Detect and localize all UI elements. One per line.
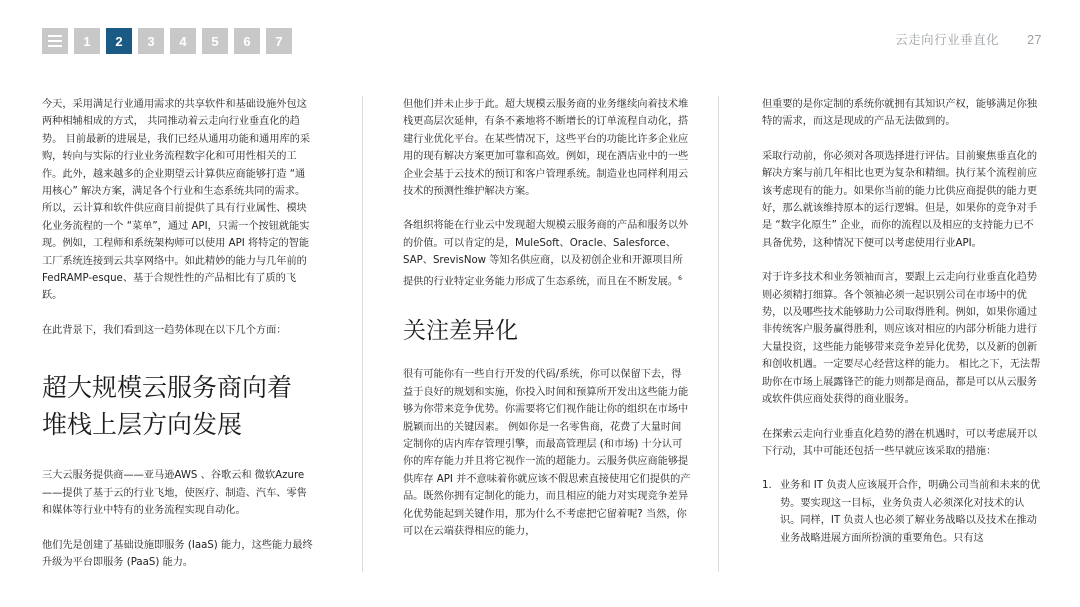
running-header-title: 云走向行业垂直化 xyxy=(895,33,1000,47)
paragraph: 三大云服务提供商——亚马逊AWS 、谷歌云和 微软Azure——提供了基于云的行业飞地，使医疗、制造、汽车、零售和媒体等行业中特有的业务流程实现自动化。 xyxy=(42,470,307,517)
page-link-5[interactable]: 5 xyxy=(202,28,228,54)
list-item xyxy=(762,477,1042,547)
paragraph: 在此背景下，我们看到这一趋势体现在以下几个方面： xyxy=(42,324,287,336)
column-divider xyxy=(718,96,719,572)
column-2 xyxy=(403,96,691,558)
page-link-1[interactable]: 1 xyxy=(74,28,100,54)
running-header xyxy=(895,30,1042,48)
list-text: 业务和 IT 负责人应该展开合作，明确公司当前和未来的优势。要实现这一目标，业务负责人必须深化对技术的认识。同样，IT 负责人也必须了解业务战略以及技术在推动业务战略进展方面所扮演的重要角色。只有这 xyxy=(780,480,1041,544)
section-heading-differentiation: 关注差异化 xyxy=(403,318,518,345)
paragraph: 今天，采用满足行业通用需求的共享软件和基础设施外包这两种相辅相成的方式， 共同推动着云走向行业垂直化的趋势。 目前最新的进展是，我们已经从通用功能和通用库的采购，转向与实际的行业业务流程数字化和可用性相关的工作。此外，越来越多的企业期望云计算供应商能够打造 “通用核心” 解决方案，满足各个行业和生态系统共同的需求。所以，云计算和软件供应商目前提供了具有行业属性、模块化业务流程的一个 “菜单”，通过 API，只需一个按钮就能实现。例如，工程师和系统架构师可以使用 API 将特定的智能工厂系统连接到云共享网络中。如此精妙的能力与几年前的FedRAMP-esque、基于合规性性的产品相比有了质的飞跃。 xyxy=(42,99,311,302)
page-link-4[interactable]: 4 xyxy=(170,28,196,54)
section-heading-hyperscalers: 超大规模云服务商向着堆栈上层方向发展 xyxy=(42,373,293,440)
column-3 xyxy=(762,96,1042,547)
paragraph: 在探索云走向行业垂直化趋势的潜在机遇时，可以考虑展开以下行动，其中可能还包括一些早就应该采取的措施： xyxy=(762,428,1038,457)
paragraph xyxy=(403,217,691,290)
paragraph: 对于许多技术和业务领袖而言，要跟上云走向行业垂直化趋势则必须精打细算。各个领袖必须一起识别公司在市场中的优势，以及哪些技术能够助力公司取得胜利。例如，如果你通过非传统客户服务赢得胜利，则应该对相应的内部分析能力进行大量投资，这些能力能够带来竞争差异化优势，以及新的创新和创收机遇。一定要尽心经营这样的能力。 相比之下，无法帮助你在市场上展露锋芒的能力则都是商品，都是可以从云服务或软件供应商处获得的商业服务。 xyxy=(762,272,1041,406)
page-link-2-active[interactable]: 2 xyxy=(106,28,132,54)
list-number: 1. xyxy=(762,480,772,492)
paragraph: 很有可能你有一些自行开发的代码/系统，你可以保留下去，得益于良好的规划和实施，你投入时间和预算所开发出这些能力能够为你带来竞争优势。你需要将它们视作能让你的组织在市场中脱颖而出的关键因素。 例如你是一名零售商，花费了大量时间定制你的店内库存管理引擎，而最高管理层 (和市场) 十分认可你的库存能力并且将它视作一流的超能力。云服务供应商能够提供库存 API 并不意味着你就应该不假思索直接使用它们提供的产品。既然你拥有定制化的能力，而且相应的能力对实现竞争差异化优势能起到关键作用，那为什么不考虑把它留着呢? 当然，你可以在云端获得相应的能力， xyxy=(403,369,691,538)
paragraph: 但他们并未止步于此。超大规模云服务商的业务继续向着技术堆栈更高层次延伸，有条不紊地将不断增长的订单流程自动化，搭建行业优化平台。在某些情况下，这些平台的功能比许多企业应用的现有解决方案更加可靠和高效。例如，现在酒店业中的一些企业会基于云技术的预订和客户管理系统。制造业也同样利用云技术的预测性维护解决方案。 xyxy=(403,99,689,198)
column-divider xyxy=(362,96,363,572)
page-link-6[interactable]: 6 xyxy=(234,28,260,54)
column-1 xyxy=(42,96,314,588)
paragraph: 采取行动前，你必须对各项选择进行评估。目前聚焦垂直化的解决方案与前几年相比也更为复杂和精细。执行某个流程前应该考虑现有的能力。如果你当前的能力比供应商提供的能力更好，那么就该维持原本的运行逻辑。但是，如果你的竞争对手是 “数字化原生” 企业，而你的流程以及相应的支持能力已不具备优势，这种情况下便可以考虑使用行业API。 xyxy=(762,150,1038,249)
hamburger-icon[interactable] xyxy=(42,28,68,54)
page-link-3[interactable]: 3 xyxy=(138,28,164,54)
page-number: 27 xyxy=(1027,33,1042,47)
page-navigation xyxy=(42,28,292,54)
paragraph: 但重要的是你定制的系统你就拥有其知识产权，能够满足你独特的需求，而这是现成的产品无法做到的。 xyxy=(762,99,1038,128)
page-link-7[interactable]: 7 xyxy=(266,28,292,54)
paragraph-text: 各组织将能在行业云中发现超大规模云服务商的产品和服务以外的价值。可以肯定的是，MuleSoft、Oracle、Salesforce、SAP、SrevisNow 等知名供应商，以及初创企业和开源项目所提供的行业特定业务能力形成了生态系统，而且在不断发展。 xyxy=(403,220,689,288)
paragraph: 他们先是创建了基础设施即服务 (IaaS) 能力，这些能力最终升级为平台即服务 (PaaS) 能力。 xyxy=(42,539,313,568)
footnote-ref[interactable]: 6 xyxy=(678,274,682,282)
